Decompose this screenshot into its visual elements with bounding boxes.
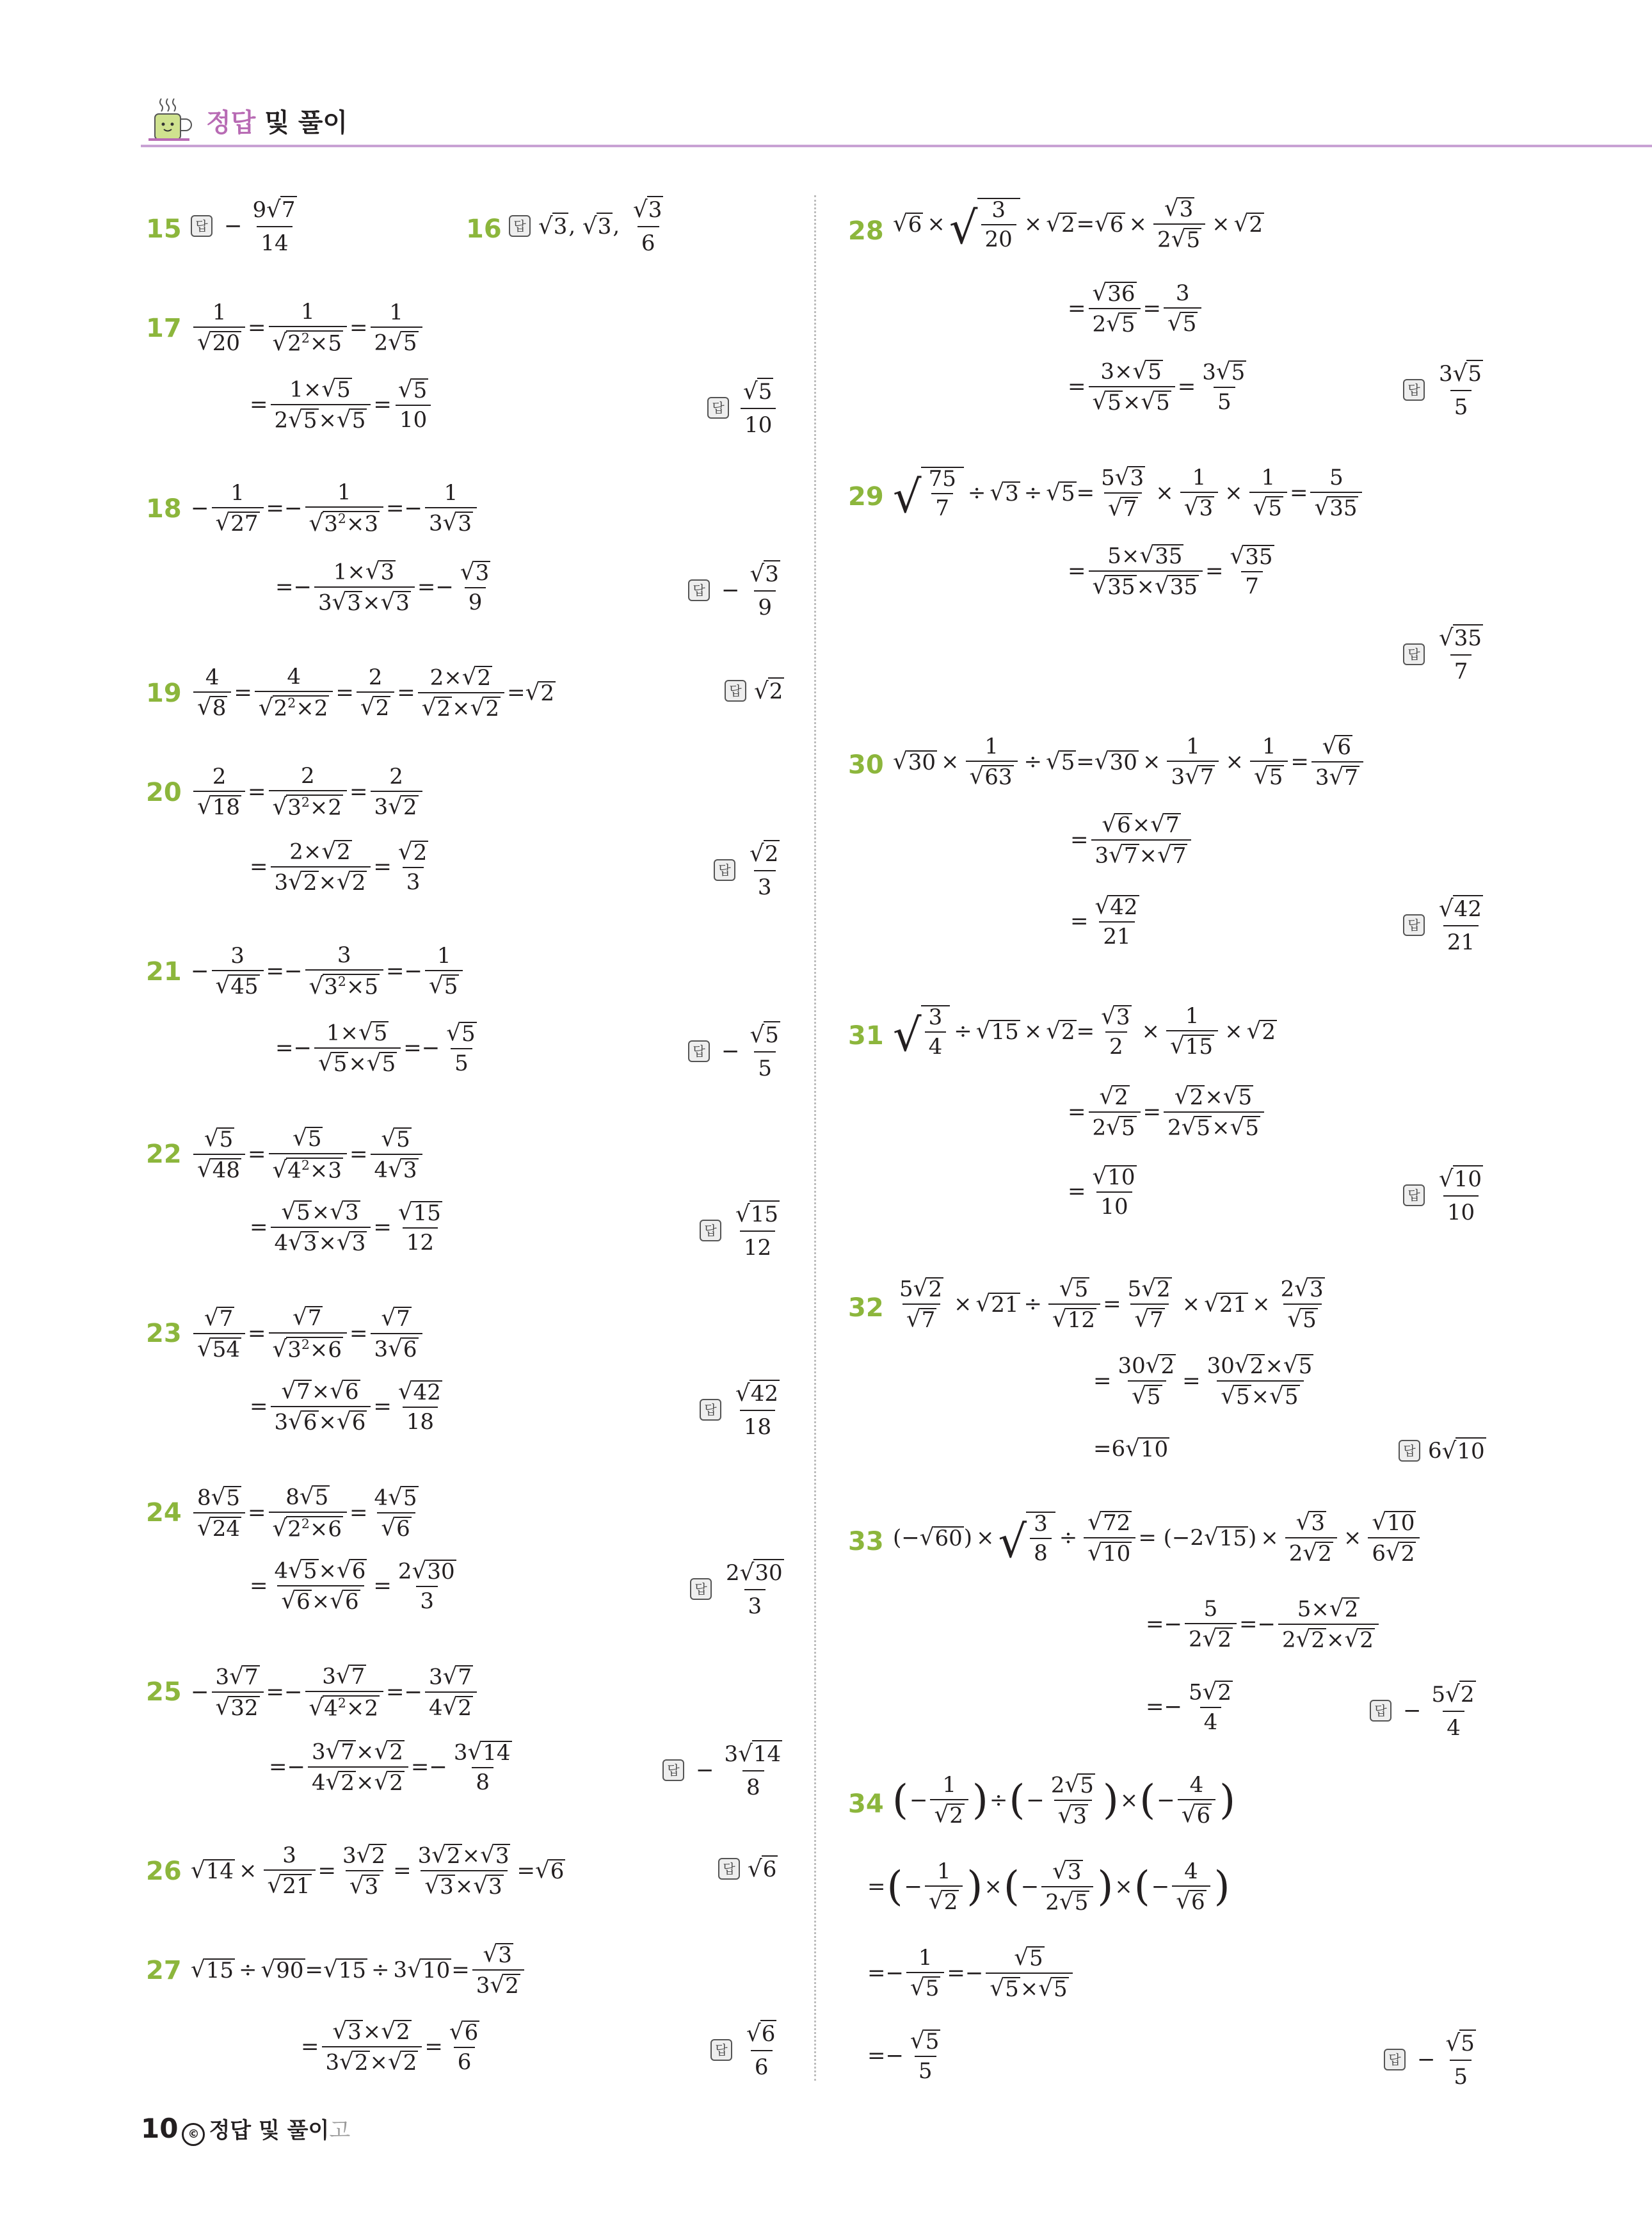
answer-23: 답 √ 42 18 (700, 1380, 786, 1440)
solution-line: = √ 36 2 √ 5 = 3 √ 5 (1068, 282, 1204, 335)
answer-15: 답 − 9 √ 7 14 (191, 196, 303, 256)
answer-26: 답 √ 6 (718, 1855, 778, 1882)
answer-25: 답 − 3 √ 14 8 (662, 1740, 789, 1800)
problem-number: 26 (146, 1857, 182, 1886)
problem-number: 24 (146, 1498, 182, 1528)
solution-line: √ $\frac{3}{4}$ ÷ √ 15 × √ 2 = √ 3 2 × 1 √ 15 × √ 2 (893, 1003, 1276, 1061)
solution-line: 5 √ 2 √ 7 × √ 21 ÷ √ 5 √ 12 = 5 √ 2 √ 7 × √ 21 × 2 √ 3 √ 5 (899, 1275, 1324, 1333)
answer-badge: 답 (688, 579, 710, 601)
footer-marker: © (182, 2123, 205, 2146)
solution-line: =− 1 √ 5 =− √ 5 √ 5 × √ 5 (867, 1946, 1075, 2000)
solution-line: 2 √ 18 = 2 √ $3^2\times 2$ = 2 3 √ 2 (191, 765, 425, 818)
answer-badge: 답 (688, 1040, 710, 1062)
solution-line: − 3 √ 45 =− 3 √ $3^2\times 5$ =− 1 √ 5 (191, 944, 465, 997)
solution-line: = 30 √ 2 √ 5 = 30 √ 2 × √ 5 √ 5 × √ 5 (1093, 1352, 1313, 1410)
solution-line: = 1× √ 5 2 √ 5 × √ 5 = √ 5 10 (250, 378, 435, 432)
answer-badge: 답 (700, 1220, 721, 1241)
answer-badge: 답 (718, 1858, 740, 1880)
answer-22: 답 √ 15 12 (700, 1200, 786, 1261)
answer-24: 답 2 √ 30 3 (690, 1559, 790, 1619)
solution-line: = √ 3 × √ 2 3 √ 2 × √ 2 = √ 6 6 (301, 2018, 479, 2076)
solution-line: =− 5 2 √ 2 =− 5× √ 2 2 √ 2 × √ 2 (1146, 1597, 1381, 1651)
solution-line: = √ 10 10 (1068, 1163, 1135, 1220)
answer-18: 답 − √ 3 9 (688, 560, 787, 620)
problem-number: 30 (848, 750, 884, 780)
answer-badge: 답 (191, 215, 213, 237)
solution-line: − 3 √ 7 √ 32 =− 3 √ 7 √ $4^2\times 2$ =− 3 √ 7 4 √ 2 (191, 1665, 479, 1719)
problem-number: 21 (146, 957, 182, 987)
answer-33: 답 − 5 √ 2 4 (1370, 1681, 1482, 1741)
mug-icon (147, 96, 198, 147)
header-rule (141, 145, 1652, 147)
answer-badge: 답 (509, 215, 531, 237)
solution-line: √ 14 × 3 √ 21 = 3 √ 2 √ 3 = 3 √ 2 × √ 3 √ 3 × √ 3 = √ 6 (191, 1842, 565, 1900)
problem-number: 27 (146, 1956, 182, 1985)
solution-line: =− 5 √ 2 4 (1146, 1679, 1232, 1735)
column-divider (814, 195, 816, 2081)
problem-number: 25 (146, 1677, 182, 1707)
answer-badge: 답 (662, 1759, 684, 1781)
solution-line: =− 3 √ 7 × √ 2 4 √ 2 × √ 2 =− 3 √ 14 8 (269, 1738, 511, 1796)
solution-line: = 5× √ 35 √ 35 × √ 35 = √ 35 7 (1068, 542, 1273, 600)
problem-number: 22 (146, 1140, 182, 1169)
answer-badge: 답 (1384, 2049, 1406, 2070)
answer-badge: 답 (1370, 1700, 1391, 1722)
answer-badge: 답 (1403, 1184, 1425, 1206)
solution-line: = √ 42 21 (1070, 893, 1138, 949)
solution-line: − 1 √ 27 =− 1 √ $3^2\times 3$ =− 1 3 √ 3 (191, 481, 479, 535)
solution-line: 4 √ 8 = 4 √ $2^2\times 2$ = 2 √ 2 = 2× √ 2 √ 2 × √ 2 = √ 2 (191, 666, 556, 720)
solution-line: =6 √ 10 (1093, 1435, 1169, 1462)
solution-line: = 2× √ 2 3 √ 2 × √ 2 = √ 2 3 (250, 838, 428, 896)
page-number: 10 (141, 2113, 179, 2144)
answer-badge: 답 (1403, 379, 1425, 401)
problem-number: 29 (848, 482, 884, 512)
footer-label: 정답 및 풀이 (209, 2118, 330, 2143)
solution-line: = √ 2 2 √ 5 = √ 2 × √ 5 2 √ 5 × √ 5 (1068, 1085, 1267, 1139)
answer-28: 답 3 √ 5 5 (1403, 360, 1489, 420)
solution-line: 8 √ 5 √ 24 = 8 √ 5 √ $2^2\times 6$ = 4 √ 5 √ 6 (191, 1485, 425, 1540)
solution-line: (− √ 60 ) × √ $\frac{3}{8}$ ÷ √ 72 √ 10 = (−2 √ 15 ) × √ 3 2 √ 2 × √ 10 6 √ 2 (893, 1511, 1422, 1565)
solution-line: √ 30 × 1 √ 63 ÷ √ 5 = √ 30 × 1 3 √ 7 × 1 √ 5 = √ 6 3 √ 7 (893, 735, 1366, 789)
problem-number: 23 (146, 1319, 182, 1348)
answer-badge: 답 (725, 680, 746, 702)
solution-line: =− 1× √ 5 √ 5 × √ 5 =− √ 5 5 (275, 1019, 476, 1077)
solution-line: √ 7 √ 54 = √ 7 √ $3^2\times 6$ = √ 7 3 √ 6 (191, 1306, 425, 1360)
answer-29: 답 √ 35 7 (1403, 624, 1489, 684)
problem-number: 16 (466, 214, 502, 244)
answer-27: 답 √ 6 6 (710, 2020, 783, 2080)
problem-number: 15 (146, 214, 182, 244)
solution-line: 1 √ 20 = 1 √ $2^2\times 5$ = 1 2 √ 5 (191, 301, 425, 354)
problem-number: 33 (848, 1527, 884, 1556)
answer-31: 답 √ 10 10 (1403, 1165, 1489, 1225)
page-header (141, 90, 1652, 154)
answer-34: 답 − √ 5 5 (1384, 2029, 1482, 2090)
answer-32: 답 6 √ 10 (1399, 1437, 1486, 1464)
answer-16: 답 √ 3 , √ 3 , √ 3 6 (509, 196, 670, 256)
solution-line: = √ 5 × √ 3 4 √ 3 × √ 3 = √ 15 12 (250, 1198, 441, 1256)
problem-number: 19 (146, 679, 182, 708)
page-footer (141, 2113, 350, 2146)
answer-badge: 답 (1403, 914, 1425, 936)
solution-line: √ $\frac{75}{7}$ ÷ √ 3 ÷ √ 5 = 5 √ 3 √ 7 × 1 √ 3 × 1 √ 5 = 5 √ 35 (893, 466, 1365, 520)
problem-number: 34 (848, 1789, 884, 1819)
problem-number: 31 (848, 1021, 884, 1051)
answer-21: 답 − √ 5 5 (688, 1021, 787, 1081)
solution-line: √ 6 × √ $\frac{3}{20}$ × √ 2 = √ 6 × √ 3 2 √ 5 × √ 2 (893, 195, 1263, 254)
problem-number: 20 (146, 778, 182, 807)
solution-line: ( − 1 √ 2 ) ÷ ( − 2 √ 5 √ 3 ) × ( − 4 √ 6 ) (892, 1771, 1236, 1829)
answer-badge: 답 (707, 397, 729, 419)
answer-19: 답 √ 2 (725, 677, 784, 704)
problem-number: 28 (848, 216, 884, 246)
answer-badge: 답 (714, 859, 735, 881)
solution-line: = ( − 1 √ 2 ) × ( − √ 3 2 √ 5 ) × ( − 4 √ 6 ) (867, 1858, 1230, 1916)
problem-number: 17 (146, 314, 182, 343)
answer-badge: 답 (710, 2039, 732, 2061)
answer-17: 답 √ 5 10 (707, 378, 780, 438)
answer-20: 답 √ 2 3 (714, 840, 786, 900)
problem-number: 32 (848, 1293, 884, 1323)
solution-line: √ 15 ÷ √ 90 = √ 15 ÷ 3 √ 10 = √ 3 3 √ 2 (191, 1943, 527, 1997)
answer-30: 답 √ 42 21 (1403, 895, 1489, 955)
solution-line: = √ 7 × √ 6 3 √ 6 × √ 6 = √ 42 18 (250, 1378, 441, 1435)
solution-line: =− √ 5 5 (867, 2028, 940, 2084)
footer-tail: 고 (329, 2118, 351, 2143)
solution-line: = √ 6 × √ 7 3 √ 7 × √ 7 (1070, 813, 1194, 867)
answer-badge: 답 (1403, 643, 1425, 665)
solution-line: √ 5 √ 48 = √ 5 √ $4^2\times 3$ = √ 5 4 √ 3 (191, 1127, 425, 1181)
answer-badge: 답 (1399, 1440, 1420, 1462)
answer-badge: 답 (690, 1578, 712, 1600)
solution-line: =− 1× √ 3 3 √ 3 × √ 3 =− √ 3 9 (275, 558, 490, 616)
page-title: 정답 및 풀이 (206, 108, 348, 138)
solution-line: = 4 √ 5 × √ 6 √ 6 × √ 6 = 2 √ 30 3 (250, 1557, 455, 1615)
problem-number: 18 (146, 494, 182, 524)
answer-badge: 답 (700, 1399, 721, 1421)
solution-line: = 3× √ 5 √ 5 × √ 5 = 3 √ 5 5 (1068, 358, 1246, 416)
